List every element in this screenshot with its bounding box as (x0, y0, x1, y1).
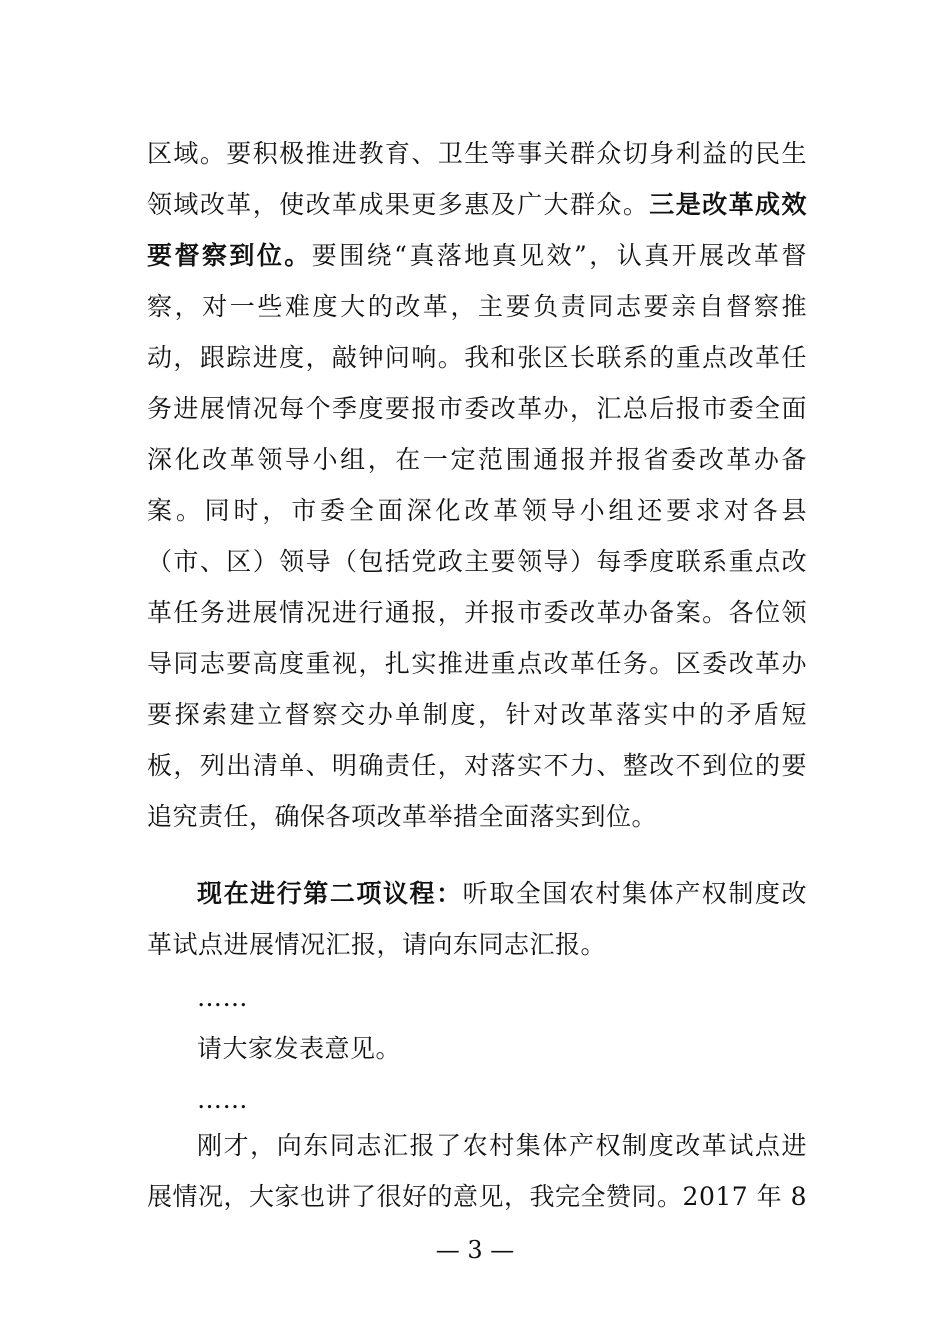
text-line: 刚才，向东同志汇报了农村集体产权制度改革试点进 (197, 1131, 807, 1160)
text-segment: 领域改革，使改革成果更多惠及广大群众。 (147, 190, 650, 219)
text-line: 区域。要积极推进教育、卫生等事关群众切身利益的民生 (147, 139, 807, 168)
invite-comments: 请大家发表意见。 (197, 1034, 402, 1063)
text-line: （市、区）领导（包括党政主要领导）每季度联系重点改 (147, 547, 807, 576)
ellipsis: …… (197, 1085, 248, 1114)
bold-heading: 三是改革成效 (649, 190, 807, 219)
text-line: 察，对一些难度大的改革，主要负责同志要亲自督察推 (147, 292, 807, 321)
text-line: 案。同时，市委全面深化改革领导小组还要求对各县 (147, 496, 807, 525)
text-line: 动，跟踪进度，敲钟问响。我和张区长联系的重点改革任 (147, 343, 807, 372)
text-line: 导同志要高度重视，扎实推进重点改革任务。区委改革办 (147, 649, 807, 678)
text-line (147, 179, 807, 230)
text-line (147, 230, 807, 281)
paragraph-summary (147, 1120, 807, 1222)
ellipsis-block (147, 972, 807, 1125)
text-line: 深化改革领导小组，在一定范围通报并报省委改革办备 (147, 445, 807, 474)
text-line: 追究责任，确保各项改革举措全面落实到位。 (147, 802, 658, 831)
paragraph-agenda (147, 868, 807, 970)
text-line: 革任务进展情况进行通报，并报市委改革办备案。各位领 (147, 598, 807, 627)
text-line: 务进展情况每个季度要报市委改革办，汇总后报市委全面 (147, 394, 807, 423)
text-line: 板，列出清单、明确责任，对落实不力、整改不到位的要 (147, 751, 807, 780)
agenda-lead: 现在进行第二项议程： (197, 879, 463, 908)
text-line: 要探索建立督察交办单制度，针对改革落实中的矛盾短 (147, 700, 807, 729)
paragraph-supervision (147, 128, 807, 842)
text-line: 革试点进展情况汇报，请向东同志汇报。 (147, 930, 607, 959)
text-line (147, 868, 807, 919)
text-segment: 听取全国农村集体产权制度改 (462, 879, 807, 908)
text-line: 展情况，大家也讲了很好的意见，我完全赞同。2017 年 8 (147, 1182, 807, 1211)
page-number: — 3 — (435, 1236, 515, 1264)
bold-heading-continued: 要督察到位。 (147, 241, 312, 270)
text-segment: 要围绕“真落地真见效”，认真开展改革督 (311, 241, 807, 270)
ellipsis: …… (197, 983, 248, 1012)
